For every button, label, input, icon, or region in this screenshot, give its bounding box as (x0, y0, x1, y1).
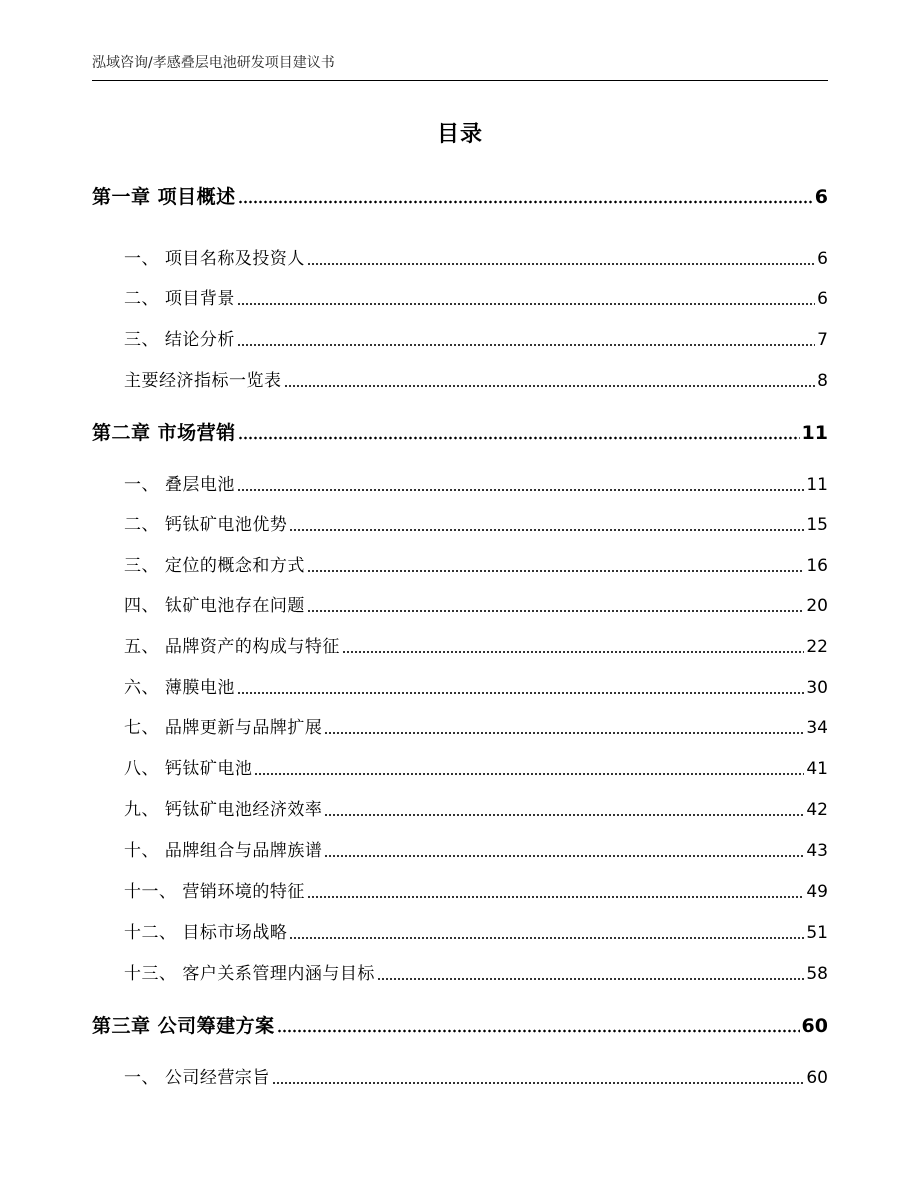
toc-entry-label: 一、 叠层电池 (124, 475, 235, 495)
toc-entry-label: 二、 项目背景 (124, 289, 235, 309)
toc-entry-section[interactable] (124, 247, 828, 271)
toc-entry-section[interactable] (124, 287, 828, 311)
toc-entry-page: 58 (806, 964, 828, 984)
toc-entry-section[interactable] (124, 676, 828, 700)
toc-entry-page: 6 (817, 249, 828, 269)
toc-entry-chapter[interactable] (92, 420, 828, 446)
toc-entry-page: 51 (806, 923, 828, 943)
dot-leader (324, 731, 804, 735)
toc-entry-label: 主要经济指标一览表 (124, 371, 282, 391)
toc-entry-page: 30 (806, 678, 828, 698)
dot-leader (237, 343, 815, 347)
dot-leader (307, 895, 804, 899)
toc-entry-section[interactable] (124, 798, 828, 822)
toc-entry-section[interactable] (124, 554, 828, 578)
toc-entry-section[interactable] (124, 962, 828, 986)
toc-entry-label: 一、 公司经营宗旨 (124, 1068, 270, 1088)
toc-entry-page: 11 (801, 422, 828, 444)
toc-entry-section[interactable] (124, 369, 828, 393)
toc-entry-section[interactable] (124, 880, 828, 904)
toc-entry-label: 八、 钙钛矿电池 (124, 759, 253, 779)
dot-leader (307, 262, 815, 266)
toc-entry-label: 四、 钛矿电池存在问题 (124, 596, 305, 616)
toc-entry-section[interactable] (124, 716, 828, 740)
toc-entry-section[interactable] (124, 757, 828, 781)
toc-entry-section[interactable] (124, 921, 828, 945)
dot-leader (254, 772, 804, 776)
toc-entry-label: 十、 品牌组合与品牌族谱 (124, 841, 323, 861)
toc-entry-page: 16 (806, 556, 828, 576)
running-header: 泓域咨询/孝感叠层电池研发项目建议书 (92, 55, 335, 71)
dot-leader (238, 200, 813, 204)
header-rule (92, 80, 828, 81)
toc-entry-chapter[interactable] (92, 1013, 828, 1039)
toc-entry-label: 第三章 公司筹建方案 (92, 1015, 275, 1037)
toc-entry-section[interactable] (124, 473, 828, 497)
toc-entry-page: 20 (806, 596, 828, 616)
dot-leader (284, 384, 816, 388)
toc-entry-label: 十一、 营销环境的特征 (124, 882, 305, 902)
toc-entry-label: 第一章 项目概述 (92, 186, 236, 208)
toc-entry-page: 34 (806, 718, 828, 738)
toc-entry-page: 7 (817, 330, 828, 350)
toc-entry-section[interactable] (124, 839, 828, 863)
toc-entry-page: 8 (817, 371, 828, 391)
toc-entry-page: 15 (806, 515, 828, 535)
dot-leader (277, 1029, 800, 1033)
toc-entry-label: 七、 品牌更新与品牌扩展 (124, 718, 323, 738)
toc-entry-label: 五、 品牌资产的构成与特征 (124, 637, 340, 657)
dot-leader (237, 691, 804, 695)
toc-entry-section[interactable] (124, 513, 828, 537)
toc-entry-page: 6 (814, 186, 828, 208)
dot-leader (237, 488, 804, 492)
dot-leader (289, 936, 804, 940)
toc-title: 目录 (436, 122, 483, 147)
toc-entry-label: 二、 钙钛矿电池优势 (124, 515, 288, 535)
dot-leader (272, 1081, 804, 1085)
toc-entry-page: 11 (806, 475, 828, 495)
toc-entry-label: 三、 结论分析 (124, 330, 235, 350)
toc-entry-page: 60 (806, 1068, 828, 1088)
toc-entry-page: 6 (817, 289, 828, 309)
toc-entry-section[interactable] (124, 1066, 828, 1090)
toc-entry-label: 一、 项目名称及投资人 (124, 249, 305, 269)
toc-entry-label: 十三、 客户关系管理内涵与目标 (124, 964, 375, 984)
toc-entry-page: 43 (806, 841, 828, 861)
dot-leader (342, 650, 804, 654)
dot-leader (307, 609, 804, 613)
toc-entry-page: 22 (806, 637, 828, 657)
dot-leader (324, 813, 804, 817)
toc-entry-label: 六、 薄膜电池 (124, 678, 235, 698)
toc-entry-label: 三、 定位的概念和方式 (124, 556, 305, 576)
dot-leader (377, 977, 804, 981)
toc-entry-section[interactable] (124, 328, 828, 352)
dot-leader (324, 854, 804, 858)
toc-entry-page: 49 (806, 882, 828, 902)
toc-entry-chapter[interactable] (92, 184, 828, 210)
dot-leader (289, 528, 804, 532)
toc-entry-label: 九、 钙钛矿电池经济效率 (124, 800, 323, 820)
dot-leader (238, 436, 800, 440)
dot-leader (237, 302, 815, 306)
toc-entry-page: 42 (806, 800, 828, 820)
dot-leader (307, 569, 804, 573)
toc-entry-label: 十二、 目标市场战略 (124, 923, 288, 943)
toc-entry-label: 第二章 市场营销 (92, 422, 236, 444)
toc-entry-section[interactable] (124, 594, 828, 618)
toc-entry-page: 60 (801, 1015, 828, 1037)
toc-entry-page: 41 (806, 759, 828, 779)
toc-entry-section[interactable] (124, 635, 828, 659)
